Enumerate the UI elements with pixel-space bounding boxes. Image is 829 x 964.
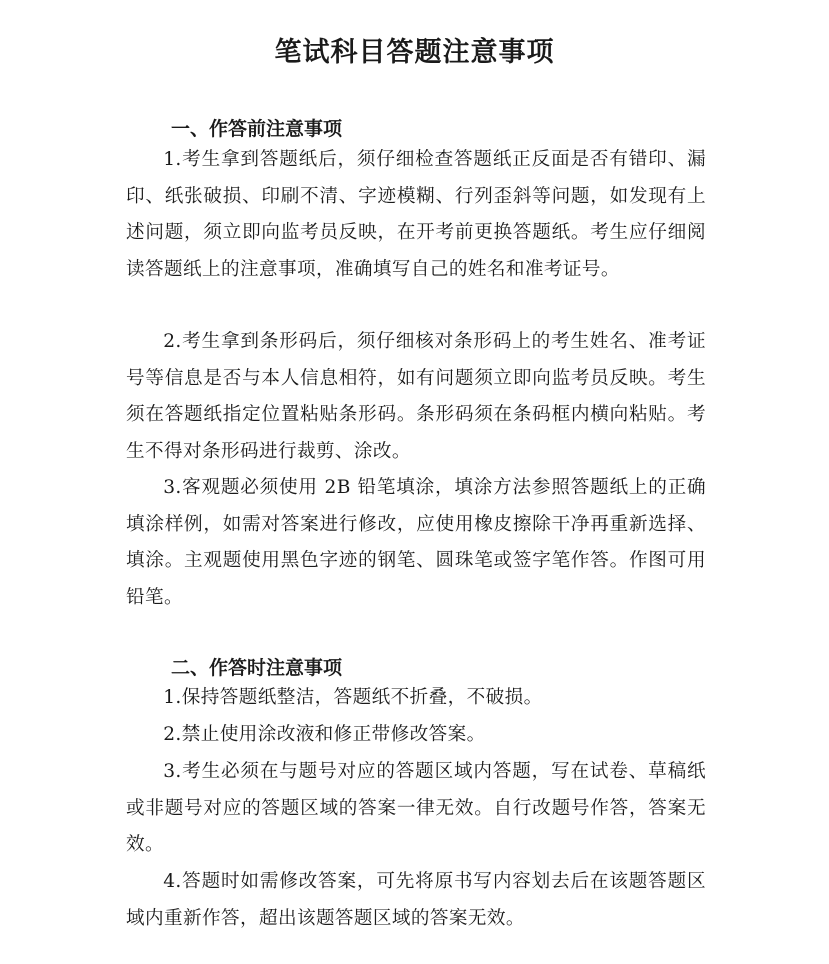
paragraph-barcode-check: 2.考生拿到条形码后，须仔细核对条形码上的考生姓名、准考证号等信息是否与本人信息相符，如有问题须立即向监考员反映。考生须在答题纸指定位置粘贴条形码。条形码须在条码框内横向粘贴。考生不得对条形码进行裁剪、涂改。: [126, 331, 706, 462]
paragraph-answer-region: 3.考生必须在与题号对应的答题区域内答题，写在试卷、草稿纸或非题号对应的答题区域的答案一律无效。自行改题号作答，答案无效。: [126, 761, 706, 855]
section-heading-before-answering: 一、作答前注意事项: [171, 118, 343, 140]
paragraph-answer-sheet-check: 1.考生拿到答题纸后，须仔细检查答题纸正反面是否有错印、漏印、纸张破损、印刷不清、字迹模糊、行列歪斜等问题，如发现有上述问题，须立即向监考员反映，在开考前更换答题纸。考生应仔细阅读答题纸上的注意事项，准确填写自己的姓名和准考证号。: [126, 149, 706, 280]
paragraph-pencil-usage: 3.客观题必须使用 2B 铅笔填涂，填涂方法参照答题纸上的正确填涂样例，如需对答案进行修改，应使用橡皮擦除干净再重新选择、填涂。主观题使用黑色字迹的钢笔、圆珠笔或签字笔作答。作图可用铅笔。: [126, 477, 706, 608]
paragraph-keep-clean: 1.保持答题纸整洁，答题纸不折叠，不破损。: [163, 687, 543, 708]
paragraph-no-correction-fluid: 2.禁止使用涂改液和修正带修改答案。: [163, 724, 486, 745]
document-title: 笔试科目答题注意事项: [274, 37, 555, 68]
section-heading-while-answering: 二、作答时注意事项: [171, 657, 343, 679]
paragraph-modify-answer: 4.答题时如需修改答案，可先将原书写内容划去后在该题答题区域内重新作答，超出该题答题区域的答案无效。: [126, 871, 706, 929]
